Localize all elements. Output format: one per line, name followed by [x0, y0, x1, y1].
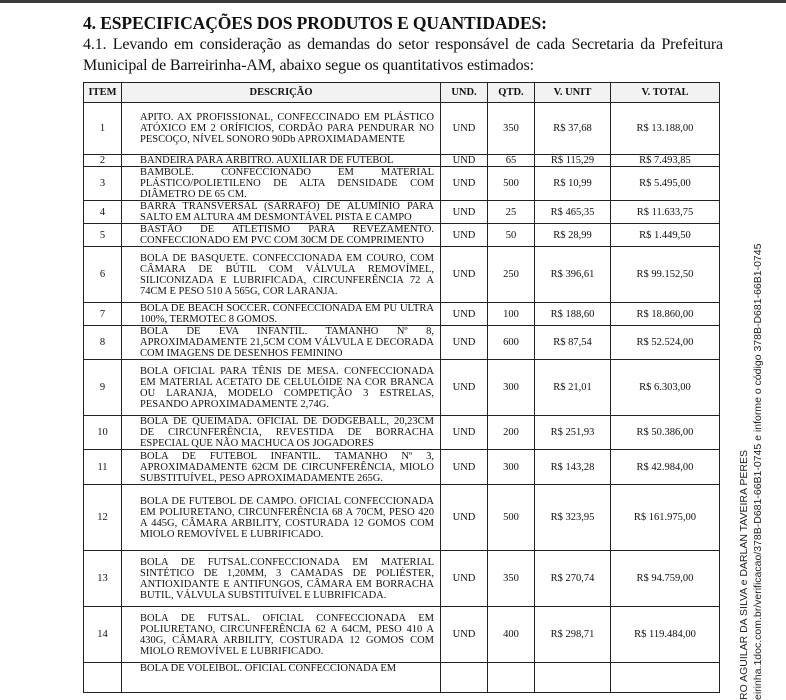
table-row	[84, 607, 720, 663]
item-number: 12	[84, 485, 122, 551]
item-total-price: R$ 18.860,00	[611, 303, 720, 326]
item-unit: UND	[441, 224, 488, 247]
item-number: 10	[84, 416, 122, 450]
item-description: BOLA DE FUTEBOL DE CAMPO. OFICIAL CONFECCIONADA EM POLIURETANO, CIRCUNFERÊNCIA 68 A 70CM, PESO 420 A 445G, CÂMARA ARBILITY, COSTURADA 12 GOMOS COM MIOLO REMOVÍVEL E LUBRIFICADO.	[122, 485, 441, 551]
header-item: ITEM	[84, 83, 122, 103]
item-unit-price: R$ 270,74	[535, 551, 611, 607]
item-unit-price: R$ 396,61	[535, 247, 611, 303]
document-page	[83, 12, 723, 76]
table-row	[84, 247, 720, 303]
item-number: 6	[84, 247, 122, 303]
item-quantity: 300	[488, 360, 535, 416]
item-number: 5	[84, 224, 122, 247]
item-unit: UND	[441, 103, 488, 155]
item-unit-price: R$ 115,29	[535, 155, 611, 167]
table-row	[84, 485, 720, 551]
section-title: 4. ESPECIFICAÇÕES DOS PRODUTOS E QUANTIDADES:	[83, 13, 547, 33]
products-table	[83, 82, 720, 693]
item-unit-price: R$ 323,95	[535, 485, 611, 551]
table-row	[84, 303, 720, 326]
item-number	[84, 663, 122, 693]
table-row	[84, 224, 720, 247]
item-number: 3	[84, 167, 122, 201]
item-total-price: R$ 11.633,75	[611, 201, 720, 224]
item-description: BOLA DE QUEIMADA. OFICIAL DE DODGEBALL, 20,23CM DE CIRCUNFERÊNCIA, REVESTIDA DE BORRACHA ESPECIAL QUE NÃO MACHUCA OS JOGADORES	[122, 416, 441, 450]
item-unit: UND	[441, 416, 488, 450]
item-total-price: R$ 7.493,85	[611, 155, 720, 167]
table-row	[84, 416, 720, 450]
item-description: BOLA DE FUTSAL. OFICIAL CONFECCIONADA EM POLIURETANO, CIRCUNFERÊNCIA 62 A 64CM, PESO 410 A 430G, CÂMARA ARBILITY, COSTURADA 12 GOMOS COM MIOLO REMOVÍVEL E LUBRIFICADO.	[122, 607, 441, 663]
item-quantity: 250	[488, 247, 535, 303]
item-total-price: R$ 13.188,00	[611, 103, 720, 155]
table-row	[84, 201, 720, 224]
item-total-price: R$ 161.975,00	[611, 485, 720, 551]
item-quantity	[488, 663, 535, 693]
item-unit: UND	[441, 155, 488, 167]
item-quantity: 200	[488, 416, 535, 450]
item-total-price	[611, 663, 720, 693]
table-row	[84, 450, 720, 485]
header-total-price: V. TOTAL	[611, 83, 720, 103]
item-unit: UND	[441, 485, 488, 551]
item-quantity: 25	[488, 201, 535, 224]
item-unit-price: R$ 37,68	[535, 103, 611, 155]
item-quantity: 65	[488, 155, 535, 167]
item-description: BOLA OFICIAL PARA TÊNIS DE MESA. CONFECCIONADA EM MATERIAL ACETATO DE CELULÓIDE NA COR BRANCA OU LARANJA, MODELO COMPETIÇÃO 3 ESTRELAS, PESANDO APROXIMADAMENTE 2,74G.	[122, 360, 441, 416]
viewer-top-bar	[0, 0, 786, 3]
header-unit-price: V. UNIT	[535, 83, 611, 103]
item-number: 13	[84, 551, 122, 607]
item-unit: UND	[441, 303, 488, 326]
item-unit	[441, 663, 488, 693]
header-unit: UND.	[441, 83, 488, 103]
item-unit-price: R$ 251,93	[535, 416, 611, 450]
item-unit-price: R$ 28,99	[535, 224, 611, 247]
item-total-price: R$ 52.524,00	[611, 326, 720, 360]
item-number: 1	[84, 103, 122, 155]
item-description: BOLA DE BEACH SOCCER. CONFECCIONADA EM PU ULTRA 100%, TERMOTEC 8 GOMOS.	[122, 303, 441, 326]
intro-paragraph: 4.1. Levando em consideração as demandas do setor responsável de cada Secretaria da Prefeitura Municipal de Barreirinha-AM, abaixo segue os quantitativos estimados:	[83, 36, 723, 74]
item-unit-price: R$ 465,35	[535, 201, 611, 224]
item-description: BARRA TRANSVERSAL (SARRAFO) DE ALUMÍNIO PARA SALTO EM ALTURA 4M DESMONTÁVEL PISTA E CAMPO	[122, 201, 441, 224]
item-description: APITO. AX PROFISSIONAL, CONFECCINADO EM PLÁSTICO ATÓXICO EM 2 ORÍFICIOS, CORDÃO PARA PENDURAR NO PESCOÇO, NÍVEL SONORO 90Db APROXIMADAMENTE	[122, 103, 441, 155]
item-description: BAMBOLÊ. CONFECCIONADO EM MATERIAL PLÁSTICO/POLIETILENO DE ALTA DENSIDADE COM DIÂMETRO DE 65 CM.	[122, 167, 441, 201]
item-quantity: 500	[488, 485, 535, 551]
item-description: BOLA DE BASQUETE. CONFECCIONADA EM COURO, COM CÂMARA DE BÚTIL COM VÁLVULA REMOVÍMEL, SILICONIZADA E LUBRIFICADA, CIRCUNFERÊNCIA 72 A 74CM E PESO 510 A 565G, COR LARANJA.	[122, 247, 441, 303]
item-total-price: R$ 42.984,00	[611, 450, 720, 485]
item-number: 9	[84, 360, 122, 416]
item-unit: UND	[441, 247, 488, 303]
table-row	[84, 103, 720, 155]
item-unit-price	[535, 663, 611, 693]
item-unit: UND	[441, 201, 488, 224]
item-unit-price: R$ 188,60	[535, 303, 611, 326]
table-row	[84, 167, 720, 201]
item-number: 4	[84, 201, 122, 224]
item-total-price: R$ 119.484,00	[611, 607, 720, 663]
item-unit-price: R$ 21,01	[535, 360, 611, 416]
item-total-price: R$ 94.759,00	[611, 551, 720, 607]
item-quantity: 350	[488, 551, 535, 607]
item-quantity: 400	[488, 607, 535, 663]
item-description: BOLA DE FUTEBOL INFANTIL. TAMANHO Nº 3, APROXIMADAMENTE 62CM DE CIRCUNFERÊNCIA, MIOLO SUBSTITUÍVEL, PESO APROXIMADAMENTE 265G.	[122, 450, 441, 485]
item-quantity: 100	[488, 303, 535, 326]
header-quantity: QTD.	[488, 83, 535, 103]
item-total-price: R$ 5.495,00	[611, 167, 720, 201]
item-description: BASTÃO DE ATLETISMO PARA REVEZAMENTO. CONFECCIONADO EM PVC COM 30CM DE COMPRIMENTO	[122, 224, 441, 247]
item-unit-price: R$ 143,28	[535, 450, 611, 485]
item-total-price: R$ 6.303,00	[611, 360, 720, 416]
item-description: BOLA DE FUTSAL.CONFECCIONADA EM MATERIAL SINTÉTICO DE 1,20MM, 3 CAMADAS DE POLIÉSTER, ANTIOXIDANTE E ANTIFUNGOS, CÂMARA EM BORRACHA BUTIL, VÁLVULA SUBSTITUÍVEL E LUBRIFICADA.	[122, 551, 441, 607]
item-number: 2	[84, 155, 122, 167]
item-unit-price: R$ 10,99	[535, 167, 611, 201]
table-row	[84, 326, 720, 360]
signature-stamp-line-1: RO AGUILAR DA SILVA e DARLAN TAVEIRA PERES	[738, 450, 750, 700]
table-row	[84, 360, 720, 416]
item-unit: UND	[441, 326, 488, 360]
verification-stamp-line-2: eirinha.1doc.com.br/verificacao/378B-D681-66B1-0745 e informe o código 378B-D681-66B1-0745	[752, 243, 764, 700]
table-header-row	[84, 83, 720, 103]
header-description: DESCRIÇÃO	[122, 83, 441, 103]
item-description: BOLA DE EVA INFANTIL. TAMANHO Nº 8, APROXIMADAMENTE 21,5CM COM VÁLVULA E DECORADA COM IMAGENS DE DESENHOS FEMININO	[122, 326, 441, 360]
table-row	[84, 551, 720, 607]
table-row	[84, 155, 720, 167]
item-unit: UND	[441, 607, 488, 663]
item-number: 11	[84, 450, 122, 485]
item-total-price: R$ 1.449,50	[611, 224, 720, 247]
item-unit-price: R$ 298,71	[535, 607, 611, 663]
item-total-price: R$ 50.386,00	[611, 416, 720, 450]
item-quantity: 50	[488, 224, 535, 247]
item-unit: UND	[441, 551, 488, 607]
item-quantity: 350	[488, 103, 535, 155]
item-description: BANDEIRA PARA ÁRBITRO. AUXILIAR DE FUTEBOL	[122, 155, 441, 167]
item-number: 7	[84, 303, 122, 326]
item-unit: UND	[441, 360, 488, 416]
item-unit: UND	[441, 167, 488, 201]
item-unit: UND	[441, 450, 488, 485]
table-row	[84, 663, 720, 693]
item-number: 8	[84, 326, 122, 360]
item-description: BOLA DE VOLEIBOL. OFICIAL CONFECCIONADA EM	[122, 663, 441, 693]
item-quantity: 300	[488, 450, 535, 485]
item-quantity: 600	[488, 326, 535, 360]
item-total-price: R$ 99.152,50	[611, 247, 720, 303]
item-number: 14	[84, 607, 122, 663]
item-quantity: 500	[488, 167, 535, 201]
item-unit-price: R$ 87,54	[535, 326, 611, 360]
